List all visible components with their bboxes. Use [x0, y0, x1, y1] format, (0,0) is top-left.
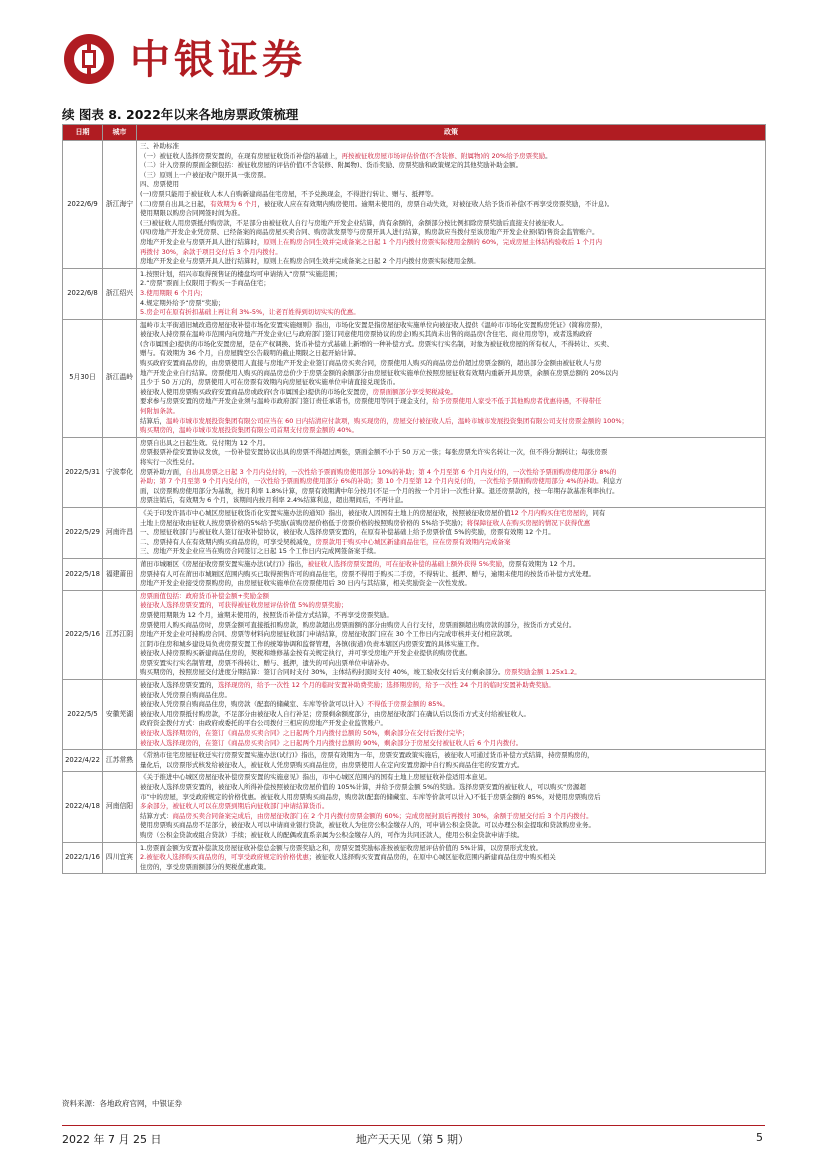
policy-text: (一)房票只能用于被征收人本人自购新建商品住宅房屋，不予兑换现金，不得进行转让、赠与、抵押等。: [140, 189, 438, 198]
highlighted-text: 不得低于房票金额的 85%。: [367, 700, 450, 709]
policy-line: [140, 831, 763, 841]
policy-line: [140, 570, 763, 580]
policy-text: 被征收人持房票在温岭市范围内向房地产开发企业(已与政府部门签订同意使用房票协议的房企)购买其尚未出售的商品房(含住宅、商业用房等)，或者选购政府: [140, 330, 593, 339]
table-row: [63, 842, 766, 874]
policy-line: [140, 200, 763, 210]
policy-line: [140, 729, 763, 739]
policy-line: [140, 579, 763, 589]
policy-text: 房票自出具之日起生效。兑付期为 12 个月。: [140, 438, 270, 447]
policy-text: ，同有: [585, 508, 606, 517]
table-row: [63, 319, 766, 437]
policy-text: 且少于 50 万元的，房票使用人可在房票有效期内向房屋征收实施单位申请直接兑现货币。: [140, 378, 400, 387]
highlighted-text: 商品房买卖合同备案完成后，由房屋征收部门在 2 个月内拨付房票金额的 60%；完成房屋封顶后再拨付 30%，余额于房屋交付后 3 个月内拨付。: [172, 811, 593, 820]
row-policy: [137, 842, 766, 874]
policy-text: （三）原则上一户被征收户限开具一张房票。: [140, 170, 270, 179]
policy-text: 房票安置实行实名制管理，房票不得转让、赠与、抵押，遗失的可向出票单位申请补办。: [140, 658, 394, 667]
policy-text: 购买期房的，按照房屋交付进度分期结算：签订合同时支付 30%，主体结构封顶时支付 40%，竣工验收交付后支付剩余部分。: [140, 668, 505, 677]
policy-text: (四)房地产开发企业凭房票、已经备案的商品房屋买卖合同、购房款发票等与房票开具人进行结算，购房款应当拨付至该房地产开发企业预(销)售资金监管账户。: [140, 228, 599, 237]
policy-line: [140, 560, 763, 570]
policy-text: 房票补助方面，: [140, 467, 186, 476]
highlighted-text: 5.房企可在原有折扣基础上再让利 3%-5%，让老百姓得到切切实实的优惠。: [140, 308, 360, 317]
policy-text: 四、房票使用: [140, 180, 179, 189]
policy-line: [140, 659, 763, 669]
policy-line: [140, 739, 763, 749]
policy-line: [140, 448, 763, 458]
policy-line: [140, 611, 763, 621]
row-city: 四川宜宾: [103, 842, 137, 874]
policy-line: [140, 793, 763, 803]
policy-text: 房票持有人可在莆田市城厢区范围内购买已取得预售许可的商品住宅，房票不得用于购买二手房，不得转让、抵押、赠与，逾期未使用的按货币补偿方式处理。: [140, 569, 595, 578]
policy-line: [140, 601, 763, 611]
policy-line: [140, 783, 763, 793]
policy-text: 房地产开发企业与房票开具人进行结算时，原则上在购房合同生效并完成备案之日起 2 个月内拨付房票实际使用金额。: [140, 257, 480, 266]
policy-text: (三)被征收人用房票抵付购房款，不足部分由被征收人自行与房地产开发企业结算，尚有余额的，余额部分按比例扣除房票奖励后直接支付被征收人。: [140, 218, 568, 227]
table-row: [63, 437, 766, 507]
highlighted-text: 原则上在购房合同生效并完成备案之日起 1 个月内拨付房票实际使用金额的 60%，完成房屋主体结构验收后 1 个月内: [263, 237, 603, 246]
row-policy: [137, 590, 766, 679]
policy-text: 1.按照计划，绍兴市取得预售证的楼盘均可申请纳入“房票”实施范围；: [140, 269, 342, 278]
highlighted-text: 12 个月内购买住宅房屋的: [510, 508, 586, 517]
highlighted-text: 3.使用期限 6 个月内；: [140, 288, 207, 297]
policy-line: [140, 270, 763, 280]
highlighted-text: 被征收人选择期房的，在签订《商品房买卖合同》之日起两个月内拨付总额的 50%，剩余部分在交付后拨付完毕；: [140, 729, 469, 738]
row-policy: [137, 772, 766, 842]
policy-text: 温岭市太平街道旧城改造房屋征收补偿市场化安置实施细则》指出，市场化安置是指房屋征收实施单位向被征收人提供《温岭市市场化安置购房凭证》(简称房票)，: [140, 320, 607, 329]
highlighted-text: 购买期房的，温岭市城市发展投资集团有限公司首期支付房票金额的 40%。: [140, 426, 359, 435]
policy-line: [140, 321, 763, 331]
highlighted-text: 给予房票使用人家受不低于其他购房者优惠待遇，不得带任: [432, 397, 602, 406]
policy-line: [140, 468, 763, 478]
policy-text: 土地上房屋征收由征收人按房票价格的5%给予奖励(前购房屋价格低于房票价格的按照购房价格的 5%给予奖励)；: [140, 518, 467, 527]
policy-line: [140, 477, 763, 487]
policy-text: 使用期限以购房合同网签时间为准。: [140, 209, 244, 218]
policy-line: [140, 538, 763, 548]
policy-line: [140, 719, 763, 729]
policy-line: [140, 279, 763, 289]
row-city: 浙江绍兴: [103, 268, 137, 319]
highlighted-text: 选择现房的，给予一次性 12 个月的临时安置补助费奖励；选择期房的，给予一次性 24 个月的临时安置补助费奖励。: [218, 681, 555, 690]
header-policy: 政策: [137, 125, 766, 141]
row-policy: [137, 437, 766, 507]
policy-line: [140, 691, 763, 701]
policy-text: 被征收人持房票购买新建商品住房的，契税和维修基金按有关规定执行，并可享受房地产开发企业提供的购房优惠。: [140, 649, 472, 658]
table-row: [63, 558, 766, 590]
policy-line: [140, 152, 763, 162]
row-date: 2022/6/9: [63, 141, 103, 269]
policy-line: [140, 330, 763, 340]
policy-text: 被征收人凭房票自购商品住房，购房款（配套的储藏室、车库等价款可以计入）: [140, 700, 368, 709]
policy-line: [140, 630, 763, 640]
policy-text: 三、房地产开发企业应当在购房合同签订之日起 15 个工作日内完成网签备案手续。: [140, 547, 380, 556]
row-date: 2022/5/16: [63, 590, 103, 679]
policy-line: [140, 340, 763, 350]
page-number: 5: [756, 1131, 763, 1144]
policy-text: 要求参与房票安置的房地产开发企业须与温岭市政府部门签订责任承诺书，房票使用等同于现金支付，: [140, 397, 433, 406]
highlighted-text: 自出具房票之日起 3 个月内兑付的，一次性给予票面购房使用部分 10%的补助；第 4 个月至第 6 个月内兑付的，一次性给予票面购房使用部分 8%的: [185, 467, 617, 476]
policy-line: [140, 378, 763, 388]
policy-line: [140, 812, 763, 822]
table-row: [63, 268, 766, 319]
row-policy: [137, 319, 766, 437]
policy-text: (二)房票自出具之日起，: [140, 199, 211, 208]
row-city: 安徽芜湖: [103, 680, 137, 750]
policy-line: [140, 209, 763, 219]
policy-text: 政府资金拨付方式：由政府或委托的平台公司拨付三相应的房地产开发企业监管账户。: [140, 719, 387, 728]
highlighted-text: 再拨付 30%，余款于项目交付后 3 个月内拨付。: [140, 247, 282, 256]
policy-line: [140, 238, 763, 248]
row-date: 2022/1/16: [63, 842, 103, 874]
highlighted-text: 房票面值包括：政府货币补偿金额+奖励金额: [140, 591, 269, 600]
policy-text: 量化后，以房票形式核发给被征收人，被征收人凭房票购买商品住房，由房票使用人在定向安置房源中自行购买商品住宅的安置方式。: [140, 760, 524, 769]
policy-line: [140, 668, 763, 678]
row-policy: [137, 507, 766, 558]
policy-text: 地产开发企业自行结算。房票使用人购买的商品房总价少于房票金额的余额部分由房屋征收实施单位按照房屋征收有效期内重新开具房票，余额在房票总额的 20%以内: [140, 368, 619, 377]
highlighted-text: 被征收人选择房票安置的，可在征收补偿的基础上额外获得 5%奖励: [307, 559, 502, 568]
row-date: 5月30日: [63, 319, 103, 437]
highlighted-text: 将保障征收人在购买房屋的情况下获得优惠: [466, 518, 591, 527]
policy-line: [140, 761, 763, 771]
policy-line: [140, 417, 763, 427]
policy-text: 房地产开发企业接受房票购房的，由房屋征收实施单位在房票使用后 30 日内与其结算，相关奖励资金一次性发放。: [140, 579, 471, 588]
policy-text: 一、房屋征收部门与被征收人签订征收补偿协议，被征收人选择房票安置的，在原有补偿基础上给予房票价值 5%的奖励，房票有效期 12 个月。: [140, 528, 555, 537]
policy-line: [140, 248, 763, 258]
policy-text: 三、补助标准: [140, 142, 179, 150]
policy-text: 住房的，享受房票面额部分的契税优惠政策。: [140, 862, 270, 871]
policy-text: 被征收人凭房票自购商品住房。: [140, 690, 231, 699]
policy-text: 房票使用人购买商品房时，房票金额可直接抵扣购房款，购房款超出房票面额的部分由购房人自行支付，房票面额超出购房款的部分，按货币方式兑付。: [140, 620, 576, 629]
policy-line: [140, 349, 763, 359]
row-date: 2022/5/29: [63, 507, 103, 558]
row-date: 2022/5/31: [63, 437, 103, 507]
policy-line: [140, 458, 763, 468]
policy-text: 被征收人选择房票安置的，: [140, 681, 218, 690]
table-row: [63, 680, 766, 750]
policy-line: [140, 592, 763, 602]
footer-date: 2022 年 7 月 25 日: [62, 1133, 162, 1146]
policy-line: [140, 681, 763, 691]
highlighted-text: 再按被征收房屋市场评估价值(不含装修、附属物)的 20%给予房票奖励: [341, 151, 546, 160]
policy-line: [140, 426, 763, 436]
policy-text: 面，以房票购房使用部分为基数，按月利率 1.8%计算，房票有效期满中年分按月(不足一个月的按一个月计)一次性计算。退还房票款的，按一年期存款基准利率执行。: [140, 486, 619, 495]
policy-line: [140, 257, 763, 267]
policy-line: [140, 142, 763, 152]
policy-text: 房地产开发企业可持购房合同、房票等材料向房屋征收部门申请结算，房屋征收部门应在 30 个工作日内完成审核并支付相应款项。: [140, 630, 517, 639]
row-date: 2022/6/8: [63, 268, 103, 319]
policy-text: 《常熟市住宅房屋征收迁实行房票安置实施办法(试行)》指出，房票有效期为一年，房票安置政策实施后，被征收人可通过货币补偿方式结算，持房票购房的，: [140, 751, 594, 760]
policy-text: 1.房票面金额为安置补偿款及房屋征收补偿总金额与房票奖励之和，房票安置奖励标准按被征收房屋评估价值的 5%计算，以房票形式发放。: [140, 843, 543, 852]
policy-line: [140, 844, 763, 854]
policy-line: [140, 308, 763, 318]
policy-text: 江阴市住房和城乡建设局负责房票安置工作的统筹协调和监督管理，各镇(街道)负责本辖区内房票安置的具体实施工作。: [140, 639, 484, 648]
row-city: 宁波奉化: [103, 437, 137, 507]
policy-line: [140, 171, 763, 181]
row-date: 2022/5/18: [63, 558, 103, 590]
highlighted-text: 温岭市城市发展投资集团有限公司应当在 60 日内结清应付款项，购买现房的，房屋交付被征收人后，温岭市城市发展投资集团有限公司支付房票金额的 100%；: [166, 416, 629, 425]
highlighted-text: 被征收人选择现房的，在签订《商品房买卖合同》之日起两个月内拨付总额的 90%，剩余部分于房屋交付被征收人后 6 个月内拨付。: [140, 738, 523, 747]
policy-text: 市”中的房屋，享受政府规定的价格优惠。被征收人用房票购买商品房，购房款(配套的储藏室、车库等价款可以计入)不低于房票金额的 85%，对使用房票购房后: [140, 792, 601, 801]
row-date: 2022/4/18: [63, 772, 103, 842]
policy-line: [140, 863, 763, 873]
policy-line: [140, 519, 763, 529]
policy-line: [140, 487, 763, 497]
highlighted-text: 补助；第 7 个月至第 9 个月内兑付的，一次性给予票面购房使用部分 6%的补助；第 10 个月至第 12 个月内兑付的，一次性给予票面购房使用部分 4%的补助。: [140, 477, 603, 486]
policy-line: [140, 802, 763, 812]
policy-table: [62, 124, 766, 874]
policy-text: 二、房票持有人在有效期内购买商品房的，可享受契税减免，: [140, 537, 316, 546]
highlighted-text: 多余部分，被征收人可以在房票到期后向征收部门申请结算货币。: [140, 802, 329, 811]
policy-line: [140, 219, 763, 229]
policy-line: [140, 397, 763, 407]
table-row: [63, 141, 766, 269]
bank-of-china-logo-icon: [64, 34, 114, 84]
policy-line: [140, 407, 763, 417]
policy-line: [140, 821, 763, 831]
policy-text: 将实行一次性兑付。: [140, 458, 199, 466]
policy-text: （二）计入房票的票面金额包括：被征收房屋的评估价值(不含装修、附属物)、货币奖励、房票奖励和政策规定的其他奖励补助金额。: [140, 161, 523, 170]
highlighted-text: 房票奖励金额 1.25x1.2。: [504, 668, 581, 677]
policy-text: ，房票有效期为 12 个月。: [501, 559, 580, 568]
policy-text: （一）被征收人选择房票安置的，在现有房屋征收货币补偿的基础上，: [140, 151, 342, 160]
table-header-row: [63, 125, 766, 141]
policy-line: [140, 700, 763, 710]
policy-text: 结算方式：: [140, 811, 173, 820]
policy-line: [140, 388, 763, 398]
table-row: [63, 590, 766, 679]
policy-line: [140, 190, 763, 200]
header-date: 日期: [63, 125, 103, 141]
policy-text: 房票报票补偿安置协议发放，一份补偿安置协议出具的房票不得超过两张，票面金额不小于 50 万元一张；每张房票允许实名转让一次，但不得分割转让；每张房票: [140, 448, 608, 457]
policy-line: [140, 496, 763, 506]
policy-text: 2.“房票”票面上仅限用于购买一手商品住宅；: [140, 279, 270, 288]
policy-text: 房地产开发企业与房票开具人进行结算时，: [140, 237, 264, 246]
policy-line: [140, 853, 763, 863]
source-note: 资料来源：各地政府官网，中银证券: [62, 1099, 182, 1108]
row-city: 河南许昌: [103, 507, 137, 558]
row-date: 2022/5/5: [63, 680, 103, 750]
row-city: 河南信阳: [103, 772, 137, 842]
policy-line: [140, 228, 763, 238]
policy-line: [140, 773, 763, 783]
policy-text: 。: [545, 151, 552, 160]
policy-line: [140, 649, 763, 659]
policy-text: 4.规定期外给予“房票”奖励；: [140, 298, 225, 307]
policy-line: [140, 547, 763, 557]
policy-text: 被征收人选择房票安置的，被征收人所得补偿按照被征收房屋价值的 105%计算，并给予房票金额 5%的奖励。选择房票安置的被征收人，可以购买“房源超: [140, 783, 586, 791]
highlighted-text: 有效期为 6 个月: [210, 199, 258, 208]
policy-text: 房票使用期限为 12 个月，逾期未使用的，按照货币补偿方式结算，不再享受房票奖励。: [140, 610, 393, 619]
policy-text: 购买政府安置商品房的，由房票使用人直接与房地产开发企业签订商品房买卖合同，房票使用人购买的商品房总价超过房票金额的，超出部分金额由被征收人与房: [140, 359, 602, 368]
row-city: 浙江海宁: [103, 141, 137, 269]
policy-text: ，被征收人应在有效期内购房使用。逾期未使用的，房票自动失效，对被征收人给予货币补偿(不再享受房票奖励，不计息)。: [257, 199, 614, 208]
policy-line: [140, 751, 763, 761]
policy-text: 结算后，: [140, 416, 166, 425]
footer-publication: 地产天天见（第 5 期）: [356, 1133, 469, 1146]
policy-line: [140, 359, 763, 369]
row-policy: [137, 680, 766, 750]
policy-line: [140, 289, 763, 299]
highlighted-text: 房票面额部分享受契税减免。: [372, 387, 458, 396]
policy-line: [140, 439, 763, 449]
policy-text: 赠与。有效期为 36 个月，自房屋腾空公告载明的截止期限之日起开始计算。: [140, 349, 361, 358]
row-policy: [137, 750, 766, 772]
policy-line: [140, 710, 763, 720]
policy-text: 利息方: [602, 477, 623, 486]
policy-text: 《关于印发许昌市中心城区房屋征收货币化安置实施办法的通知》指出，被征收人因国有土地上的房屋征收，按照被征收房屋价值: [140, 508, 511, 517]
policy-line: [140, 621, 763, 631]
policy-text: 房票注销后，有效期为 6 个月，该期间内按月利率 2.4%结算利息，超出期间后，不再计息。: [140, 496, 408, 505]
highlighted-text: 房票款用于购买中心城区新建商品住宅，应在房票有效期内完成备案: [315, 537, 511, 546]
policy-line: [140, 528, 763, 538]
policy-text: ；被征收人选择购买安置商品房的，在原中心城区征收范围内新建商品住房中购买相关: [308, 853, 556, 862]
policy-text: 被征收人用房票抵付购房款，不足部分由被征收人自行补足；房票剩余额度部分，由房屋征收部门在确认后以货币方式支付给被征收人。: [140, 709, 530, 718]
policy-line: [140, 509, 763, 519]
row-city: 福建莆田: [103, 558, 137, 590]
policy-text: 使用房票购买商品房不足部分，被征收人可以申请商业银行贷款，被征收人为住房公积金缴存人的，可申请公积金贷款。可以办理公积金提取和贷款购房业务。: [140, 821, 595, 830]
highlighted-text: 被征收人选择房票安置的，可获得被征收房屋评估价值 5%的房票奖励；: [140, 601, 348, 610]
footer-divider: [62, 1125, 765, 1126]
policy-line: [140, 180, 763, 190]
row-city: 浙江温岭: [103, 319, 137, 437]
table-row: [63, 772, 766, 842]
policy-line: [140, 161, 763, 171]
header: [64, 34, 764, 90]
highlighted-text: 2.被征收人选择购买商品房的，可享受政府规定的价格优惠: [140, 853, 309, 862]
row-policy: [137, 268, 766, 319]
policy-text: 被征收人使用房票购买政府安置商品房或政府(含市属国企)提供的市场化安置房，: [140, 387, 373, 396]
policy-line: [140, 299, 763, 309]
policy-text: 莆田市城厢区《房屋征收房票安置实施办法(试行)》指出，: [140, 559, 308, 568]
row-city: 江苏常熟: [103, 750, 137, 772]
brand-name: 中银证券: [130, 36, 306, 83]
table-row: [63, 507, 766, 558]
header-city: 城市: [103, 125, 137, 141]
row-date: 2022/4/22: [63, 750, 103, 772]
row-policy: [137, 558, 766, 590]
page-title: 续 图表 8. 2022年以来各地房票政策梳理: [62, 107, 299, 122]
policy-text: (含市属国企)提供的市场化安置房屋，是在产权调换、货币补偿方式基础上新增的一种补偿方式。房票实行实名制，对象为被征收房屋的所有权人，不得转让、买卖、: [140, 339, 614, 348]
policy-text: 《关于推进中心城区房屋征收补偿房票安置的实施意见》指出，市中心城区范围内的国有土地上房屋征收补偿适用本意见。: [140, 773, 491, 782]
policy-text: 购房（公积金贷款或组合贷款）手续；被征收人的配偶或直系亲属为公积金缴存人的，可作为共同还款人，使用公积金贷款申请手续。: [140, 830, 524, 839]
policy-line: [140, 640, 763, 650]
policy-line: [140, 369, 763, 379]
row-policy: [137, 141, 766, 269]
row-city: 江苏江阴: [103, 590, 137, 679]
table-row: [63, 750, 766, 772]
highlighted-text: 何附加条款。: [140, 407, 179, 416]
